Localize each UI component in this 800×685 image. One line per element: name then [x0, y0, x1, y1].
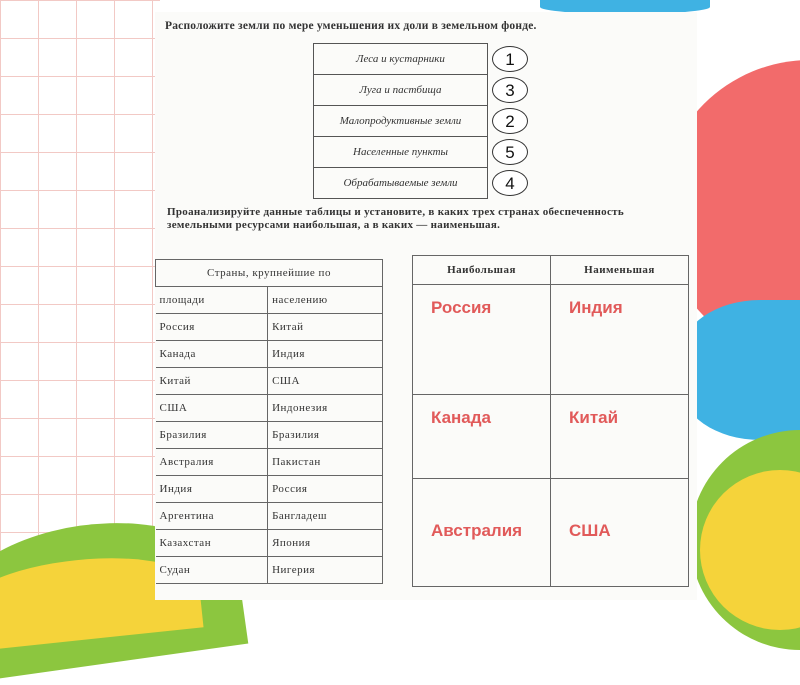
question-1-text: Расположите земли по мере уменьшения их доли в земельном фонде.: [165, 20, 537, 32]
table-cell: Судан: [156, 557, 268, 584]
table-cell: Индонезия: [268, 395, 383, 422]
column-header-largest: Наибольшая: [413, 256, 551, 285]
table-cell: Пакистан: [268, 449, 383, 476]
answer-row: [413, 479, 689, 587]
table-cell: США: [268, 368, 383, 395]
table-cell: Бангладеш: [268, 503, 383, 530]
grid-background: [0, 0, 160, 600]
table-row: [156, 341, 383, 368]
land-item-label: Леса и кустарники: [356, 52, 445, 65]
table-cell: Аргентина: [156, 503, 268, 530]
table-cell: Россия: [156, 314, 268, 341]
blue-shape-decoration: [680, 300, 800, 440]
table-row: [156, 314, 383, 341]
question-2-text: Проанализируйте данные таблицы и установите, в каких трех странах обеспеченность земельными ресурсами наибольшая, а в каких — наименьшая.: [167, 206, 624, 231]
table-cell: Казахстан: [156, 530, 268, 557]
table-cell: Канада: [156, 341, 268, 368]
column-header-population: населению: [268, 287, 383, 314]
answer-row: [413, 395, 689, 479]
answer-badge: 3: [492, 77, 528, 103]
answer-cell: [413, 395, 551, 479]
land-item: [313, 74, 515, 106]
table-cell: Нигерия: [268, 557, 383, 584]
table-row: [156, 368, 383, 395]
largest-countries-table: [155, 259, 383, 584]
table-header: Страны, крупнейшие по: [156, 260, 383, 287]
answer-cell: [413, 479, 551, 587]
column-header-area: площади: [156, 287, 268, 314]
table-cell: США: [156, 395, 268, 422]
land-item-label: Населенные пункты: [353, 145, 448, 158]
land-item: [313, 136, 515, 168]
answer-text: Канада: [431, 408, 492, 427]
table-row: [156, 503, 383, 530]
land-item-label: Луга и пастбища: [359, 83, 442, 96]
answer-cell: [551, 285, 689, 395]
table-cell: Китай: [156, 368, 268, 395]
answer-text: Австралия: [431, 521, 523, 540]
table-cell: Бразилия: [268, 422, 383, 449]
land-item-label: Обрабатываемые земли: [343, 176, 458, 189]
worksheet-page: [155, 12, 697, 600]
land-item-label: Малопродуктивные земли: [339, 114, 462, 127]
answer-cell: [551, 479, 689, 587]
land-item: [313, 105, 515, 137]
table-cell: Китай: [268, 314, 383, 341]
answer-table: [412, 255, 689, 587]
table-row: [156, 422, 383, 449]
land-item: [313, 167, 515, 199]
answer-badge: 4: [492, 170, 528, 196]
answer-text: Россия: [431, 298, 492, 317]
table-cell: Индия: [156, 476, 268, 503]
land-item: [313, 43, 515, 75]
table-row: [156, 557, 383, 584]
table-cell: Япония: [268, 530, 383, 557]
answer-text: Индия: [569, 298, 623, 317]
table-cell: Индия: [268, 341, 383, 368]
answer-text: США: [569, 521, 611, 540]
answer-cell: [551, 395, 689, 479]
table-row: [156, 530, 383, 557]
table-row: [156, 395, 383, 422]
answer-badge: 5: [492, 139, 528, 165]
answer-text: Китай: [569, 408, 619, 427]
answer-badge: 2: [492, 108, 528, 134]
table-row: [156, 449, 383, 476]
column-header-smallest: Наименьшая: [551, 256, 689, 285]
table-cell: Австралия: [156, 449, 268, 476]
table-cell: Бразилия: [156, 422, 268, 449]
answer-row: [413, 285, 689, 395]
answer-badge: 1: [492, 46, 528, 72]
table-row: [156, 476, 383, 503]
answer-cell: [413, 285, 551, 395]
land-order-list: [313, 44, 515, 199]
table-cell: Россия: [268, 476, 383, 503]
